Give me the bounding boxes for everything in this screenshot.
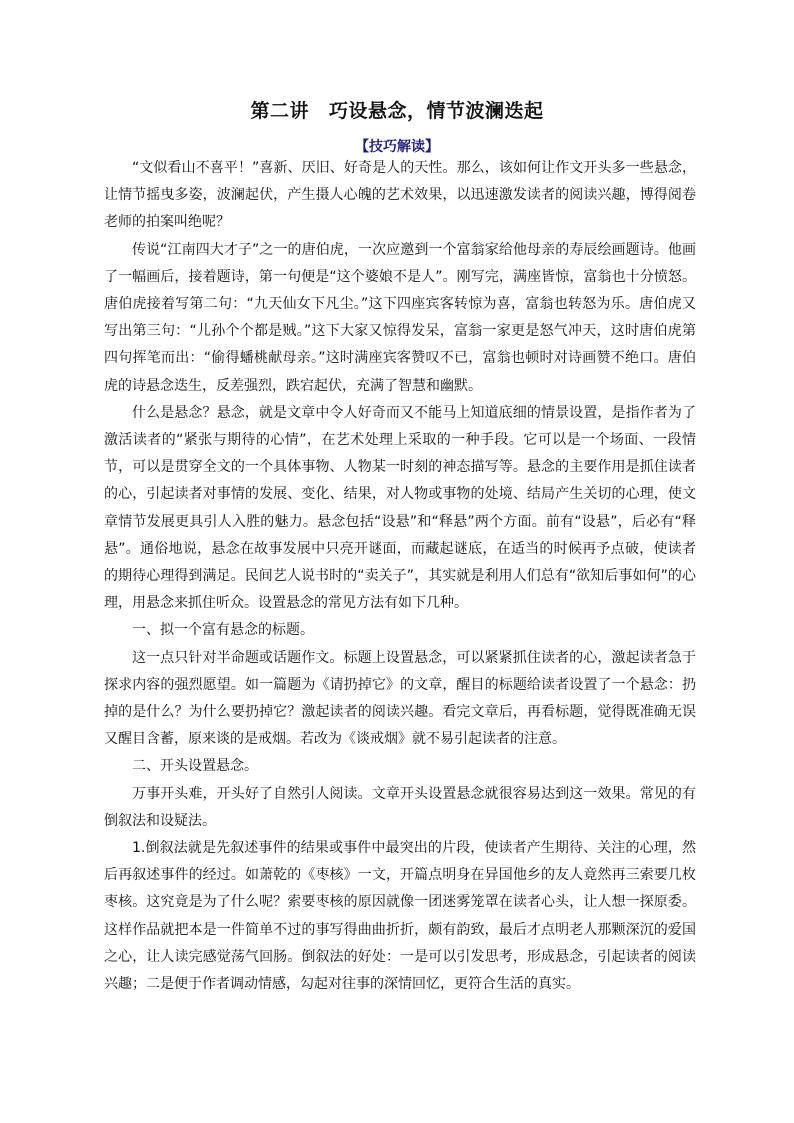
section-heading-technique-explanation: 【技巧解读】	[355, 139, 439, 155]
paragraph-title-suspense: 这一点只针对半命题或话题作文。标题上设置悬念，可以紧紧抓住读者的心，激起读者急于探求内容的强烈愿望。如一篇题为《请扔掉它》的文章，醒目的标题给读者设置了一个悬念：扔掉的是什么？为什么要扔掉它？激起读者的阅读兴趣。看完文章后，再看标题，觉得既准确无误又醒目含蓄，原来谈的是戒烟。若改为《谈戒烟》就不易引起读者的注意。	[104, 649, 696, 748]
paragraph-intro: “文似看山不喜平！”喜新、厌旧、好奇是人的天性。那么，该如何让作文开头多一些悬念，让情节摇曳多姿，波澜起伏，产生摄人心魄的艺术效果，以迅速激发读者的阅读兴趣，博得阅卷老师的拍案叫绝呢？	[104, 160, 696, 231]
paragraph-tang-bohu-story: 传说“江南四大才子”之一的唐伯虎，一次应邀到一个富翁家给他母亲的寿辰绘画题诗。他画了一幅画后，接着题诗，第一句便是“这个婆娘不是人”。刚写完，满座皆惊，富翁也十分愤怒。唐伯虎接着写第二句：“九天仙女下凡尘。”这下四座宾客转惊为喜，富翁也转怒为乐。唐伯虎又写出第三句：“儿孙个个都是贼。”这下大家又惊得发呆，富翁一家更是怒气冲天，这时唐伯虎第四句挥笔而出：“偷得蟠桃献母亲。”这时满座宾客赞叹不已，富翁也顿时对诗画赞不绝口。唐伯虎的诗悬念迭生，反差强烈，跌宕起伏，充满了智慧和幽默。	[104, 241, 696, 394]
paragraph-opening-suspense: 万事开头难，开头好了自然引人阅读。文章开头设置悬念就很容易达到这一效果。常见的有倒叙法和设疑法。	[104, 785, 696, 829]
lesson-number: 第二讲	[250, 100, 309, 122]
paragraph-suspense-definition: 什么是悬念？悬念，就是文章中令人好奇而又不能马上知道底细的情景设置，是指作者为了激活读者的“紧张与期待的心情”，在艺术处理上采取的一种手段。它可以是一个场面、一段情节，可以是贯穿全文的一个具体事物、人物某一时刻的神态描写等。悬念的主要作用是抓住读者的心，引起读者对事情的发展、变化、结果，对人物或事物的处境、结局产生关切的心理，使文章情节发展更具引人入胜的魅力。悬念包括“设悬”和“释悬”两个方面。前有“设悬”，后必有“释悬”。通俗地说，悬念在故事发展中只亮开谜面，而藏起谜底，在适当的时候再予点破，使读者的期待心理得到满足。民间艺人说书时的“卖关子”，其实就是利用人们总有“欲知后事如何”的心理，用悬念来抓住听众。设置悬念的常见方法有如下几种。	[104, 404, 696, 612]
article-body	[104, 155, 696, 998]
subheading-title-suspense: 一、拟一个富有悬念的标题。	[132, 622, 314, 639]
subheading-opening-suspense: 二、开头设置悬念。	[132, 758, 258, 775]
lesson-topic: 巧设悬念，情节波澜迭起	[329, 100, 544, 122]
paragraph-flashback-method: 1.倒叙法就是先叙述事件的结果或事件中最突出的片段，使读者产生期待、关注的心理，然后再叙述事件的经过。如萧乾的《枣核》一文，开篇点明身在异国他乡的友人竟然再三索要几枚枣核。这究竟是为了什么呢？索要枣核的原因就像一团迷雾笼罩在读者心头，让人想一探原委。这样作品就把本是一件简单不过的事写得曲曲折折，颇有韵致，最后才点明老人那颗深沉的爱国之心，让人读完感觉荡气回肠。倒叙法的好处：一是可以引发思考，形成悬念，引起读者的阅读兴趣；二是便于作者调动情感，勾起对往事的深情回忆，更符合生活的真实。	[104, 840, 696, 993]
lesson-title	[0, 97, 794, 125]
